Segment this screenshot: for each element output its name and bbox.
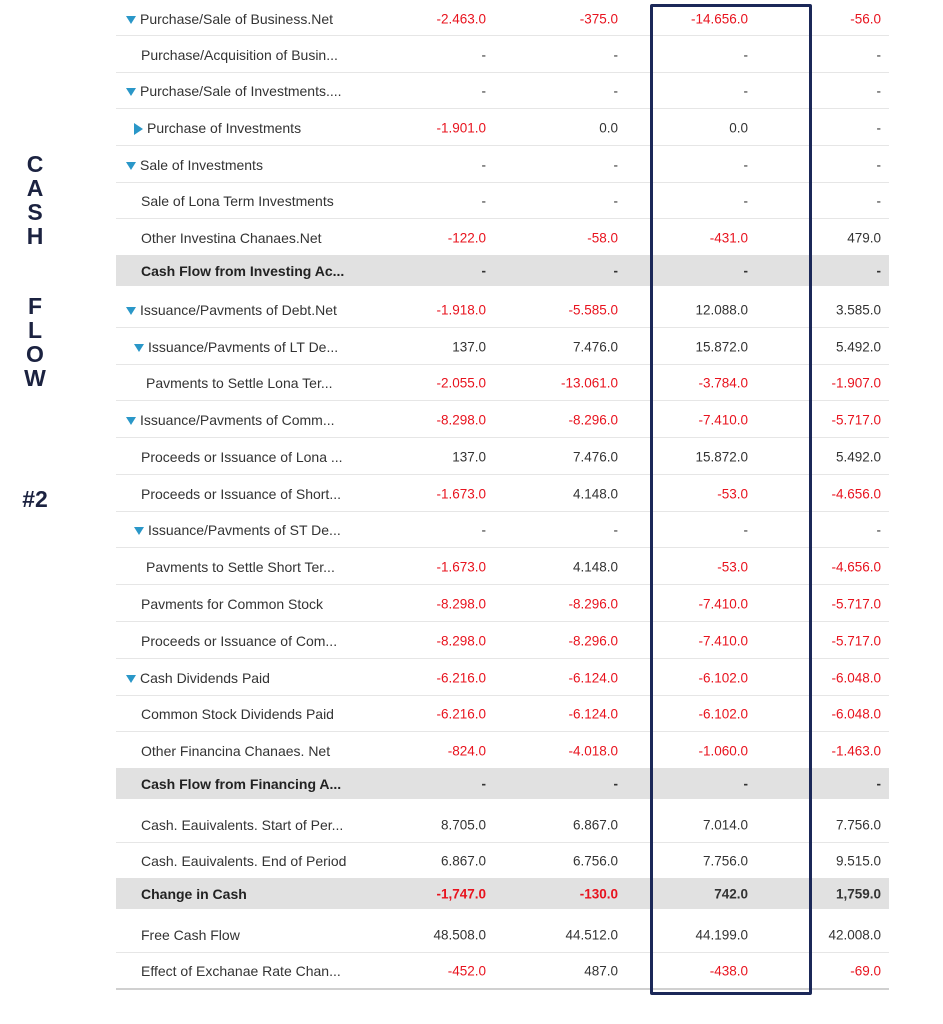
row-value: -8.296.0	[568, 633, 618, 648]
row-value: 7.014.0	[702, 817, 748, 832]
row-value: -7.410.0	[698, 633, 748, 648]
row-value: 7.756.0	[835, 817, 881, 832]
row-label-text: Cash Flow from Financing A...	[141, 775, 342, 792]
row-label	[141, 817, 343, 833]
row-value: -6.102.0	[698, 670, 748, 685]
row-value: -53.0	[717, 559, 748, 574]
row-value: -	[613, 83, 618, 98]
side-letter: W	[24, 365, 46, 391]
row-value: -56.0	[850, 11, 881, 26]
row-label[interactable]	[134, 339, 338, 355]
row-value: 44.199.0	[695, 927, 748, 942]
row-value: -	[743, 193, 748, 208]
row-value: 6.867.0	[440, 853, 486, 868]
row-label-text: Issuance/Pavments of Comm...	[140, 411, 335, 428]
row-value: -13.061.0	[560, 375, 618, 390]
row-value: 742.0	[714, 886, 748, 901]
row-value: -2.463.0	[436, 11, 486, 26]
row-label-text: Change in Cash	[141, 885, 247, 902]
row-value: -	[481, 157, 486, 172]
row-value: 7.756.0	[702, 853, 748, 868]
row-label[interactable]	[126, 11, 333, 27]
row-label[interactable]	[126, 302, 337, 318]
row-label-text: Proceeds or Issuance of Lona ...	[141, 448, 343, 465]
row-value: 12.088.0	[695, 302, 748, 317]
row-label[interactable]	[126, 412, 335, 428]
row-label	[141, 633, 337, 649]
row-value: -3.784.0	[698, 375, 748, 390]
row-value: -7.410.0	[698, 412, 748, 427]
row-value: -4.018.0	[568, 743, 618, 758]
row-value: -	[613, 157, 618, 172]
row-value: -6.216.0	[436, 670, 486, 685]
row-value: -	[876, 120, 881, 135]
row-value: -	[481, 776, 486, 791]
row-label	[141, 886, 247, 902]
row-value: -	[876, 522, 881, 537]
row-label-text: Purchase of Investments	[147, 119, 302, 136]
row-value: -1.901.0	[436, 120, 486, 135]
row-label	[146, 375, 333, 391]
row-value: -	[613, 193, 618, 208]
row-value: -1.673.0	[436, 559, 486, 574]
row-value: -1.907.0	[831, 375, 881, 390]
row-value: 6.756.0	[572, 853, 618, 868]
row-label	[141, 596, 323, 612]
row-label-text: Cash Dividends Paid	[140, 669, 270, 686]
row-value: 479.0	[847, 230, 881, 245]
row-value: -8.296.0	[568, 412, 618, 427]
row-value: -	[876, 47, 881, 62]
row-value: 48.508.0	[433, 927, 486, 942]
row-value: -6.216.0	[436, 706, 486, 721]
expand-down-icon[interactable]	[126, 162, 136, 170]
row-label	[141, 706, 334, 722]
cash-flow-side-label	[0, 152, 70, 390]
row-value: 4.148.0	[572, 486, 618, 501]
row-value: -2.055.0	[436, 375, 486, 390]
row-value: 6.867.0	[572, 817, 618, 832]
row-label[interactable]	[134, 522, 341, 538]
row-value: 5.492.0	[835, 449, 881, 464]
side-letter: O	[26, 341, 44, 367]
row-label-text: Sale of Investments	[140, 156, 263, 173]
row-label-text: Cash. Eauivalents. Start of Per...	[141, 816, 344, 833]
row-value: -	[481, 263, 486, 278]
row-value: -4.656.0	[831, 559, 881, 574]
row-value: 487.0	[584, 963, 618, 978]
side-letter	[0, 248, 70, 294]
row-label	[141, 853, 346, 869]
expand-down-icon[interactable]	[134, 344, 144, 352]
row-label-text: Cash. Eauivalents. End of Period	[141, 852, 347, 869]
row-value: -	[743, 83, 748, 98]
row-value: -375.0	[579, 11, 618, 26]
expand-down-icon[interactable]	[126, 16, 136, 24]
row-label-text: Purchase/Sale of Business.Net	[140, 10, 333, 27]
row-value: -	[876, 263, 881, 278]
row-value: -1.463.0	[831, 743, 881, 758]
expand-down-icon[interactable]	[126, 88, 136, 96]
row-value: -130.0	[579, 886, 618, 901]
row-value: -6.124.0	[568, 670, 618, 685]
row-label-text: Issuance/Pavments of LT De...	[148, 338, 339, 355]
side-letter: C	[26, 151, 44, 177]
row-value: -431.0	[709, 230, 748, 245]
row-label-text: Cash Flow from Investing Ac...	[141, 262, 345, 279]
row-value: -8.296.0	[568, 596, 618, 611]
row-value: -8.298.0	[436, 633, 486, 648]
row-value: 5.492.0	[835, 339, 881, 354]
row-value: -	[876, 193, 881, 208]
row-label-text: Common Stock Dividends Paid	[141, 705, 334, 722]
row-label[interactable]	[126, 83, 342, 99]
expand-down-icon[interactable]	[126, 417, 136, 425]
row-value: -	[743, 776, 748, 791]
row-value: -14.656.0	[690, 11, 748, 26]
row-label[interactable]	[134, 120, 301, 136]
row-value: -	[613, 47, 618, 62]
row-value: -	[743, 263, 748, 278]
row-label	[141, 449, 343, 465]
row-label-text: Effect of Exchanae Rate Chan...	[141, 962, 341, 979]
row-value: -	[481, 522, 486, 537]
row-value: -	[876, 157, 881, 172]
expand-right-icon[interactable]	[134, 123, 143, 135]
row-value: -452.0	[447, 963, 486, 978]
row-value: -	[743, 157, 748, 172]
row-value: 0.0	[599, 120, 618, 135]
row-value: 9.515.0	[835, 853, 881, 868]
row-label-text: Other Financina Chanaes. Net	[141, 742, 331, 759]
row-label[interactable]	[126, 157, 263, 173]
row-value: -	[613, 522, 618, 537]
row-value: -1.060.0	[698, 743, 748, 758]
row-value: 7.476.0	[572, 449, 618, 464]
expand-down-icon[interactable]	[126, 307, 136, 315]
row-label	[141, 263, 344, 279]
row-value: 137.0	[452, 339, 486, 354]
row-value: -	[481, 47, 486, 62]
row-value: -5.717.0	[831, 596, 881, 611]
row-value: -	[613, 263, 618, 278]
row-value: -	[481, 193, 486, 208]
row-label	[141, 743, 330, 759]
row-value: -6.048.0	[831, 670, 881, 685]
row-value: -58.0	[587, 230, 618, 245]
side-letter: L	[27, 317, 43, 343]
row-value: 15.872.0	[695, 339, 748, 354]
row-value: 1,759.0	[835, 886, 881, 901]
row-value: -	[613, 776, 618, 791]
row-label-text: Purchase/Sale of Investments....	[140, 82, 342, 99]
row-label	[141, 47, 338, 63]
row-label-text: Pavments for Common Stock	[141, 595, 324, 612]
row-value: -6.102.0	[698, 706, 748, 721]
row-label-text: Sale of Lona Term Investments	[141, 192, 334, 209]
side-letter: A	[26, 175, 44, 201]
row-value: -5.717.0	[831, 412, 881, 427]
side-letter: F	[27, 293, 43, 319]
row-label-text: Free Cash Flow	[141, 926, 240, 943]
row-value: -	[876, 83, 881, 98]
row-value: 7.476.0	[572, 339, 618, 354]
row-label	[141, 230, 322, 246]
row-value: -6.124.0	[568, 706, 618, 721]
column-highlight-box	[650, 4, 812, 995]
row-value: 8.705.0	[440, 817, 486, 832]
expand-down-icon[interactable]	[134, 527, 144, 535]
row-value: -5.717.0	[831, 633, 881, 648]
row-value: -	[743, 522, 748, 537]
row-value: -	[481, 83, 486, 98]
row-value: -	[876, 776, 881, 791]
row-label-text: Issuance/Pavments of ST De...	[148, 521, 341, 538]
row-label	[146, 559, 335, 575]
row-value: -824.0	[447, 743, 486, 758]
row-value: 4.148.0	[572, 559, 618, 574]
row-value: -7.410.0	[698, 596, 748, 611]
row-value: 15.872.0	[695, 449, 748, 464]
row-value: -122.0	[447, 230, 486, 245]
row-label-text: Pavments to Settle Short Ter...	[146, 558, 335, 575]
row-value: -1,747.0	[436, 886, 486, 901]
row-label-text: Other Investina Chanaes.Net	[141, 229, 322, 246]
row-value: 42.008.0	[828, 927, 881, 942]
row-value: -53.0	[717, 486, 748, 501]
side-letter: S	[27, 199, 43, 225]
row-label-text: Pavments to Settle Lona Ter...	[146, 374, 333, 391]
row-label[interactable]	[126, 670, 270, 686]
row-label-text: Issuance/Pavments of Debt.Net	[140, 301, 337, 318]
row-value: -438.0	[709, 963, 748, 978]
row-label-text: Purchase/Acquisition of Busin...	[141, 46, 338, 63]
row-value: -8.298.0	[436, 412, 486, 427]
row-value: -	[743, 47, 748, 62]
row-value: -1.673.0	[436, 486, 486, 501]
row-label	[141, 486, 341, 502]
row-value: 3.585.0	[835, 302, 881, 317]
row-label	[141, 193, 334, 209]
row-value: 137.0	[452, 449, 486, 464]
row-value: 0.0	[729, 120, 748, 135]
row-value: -69.0	[850, 963, 881, 978]
row-label-text: Proceeds or Issuance of Com...	[141, 632, 338, 649]
row-value: -6.048.0	[831, 706, 881, 721]
row-value: -5.585.0	[568, 302, 618, 317]
row-value: -1.918.0	[436, 302, 486, 317]
row-value: -8.298.0	[436, 596, 486, 611]
row-label	[141, 963, 341, 979]
row-label-text: Proceeds or Issuance of Short...	[141, 485, 341, 502]
row-label	[141, 927, 240, 943]
row-value: 44.512.0	[565, 927, 618, 942]
row-label	[141, 776, 341, 792]
row-value: -4.656.0	[831, 486, 881, 501]
side-letter: H	[26, 223, 44, 249]
expand-down-icon[interactable]	[126, 675, 136, 683]
cash-flow-side-suffix: #2	[22, 486, 48, 512]
